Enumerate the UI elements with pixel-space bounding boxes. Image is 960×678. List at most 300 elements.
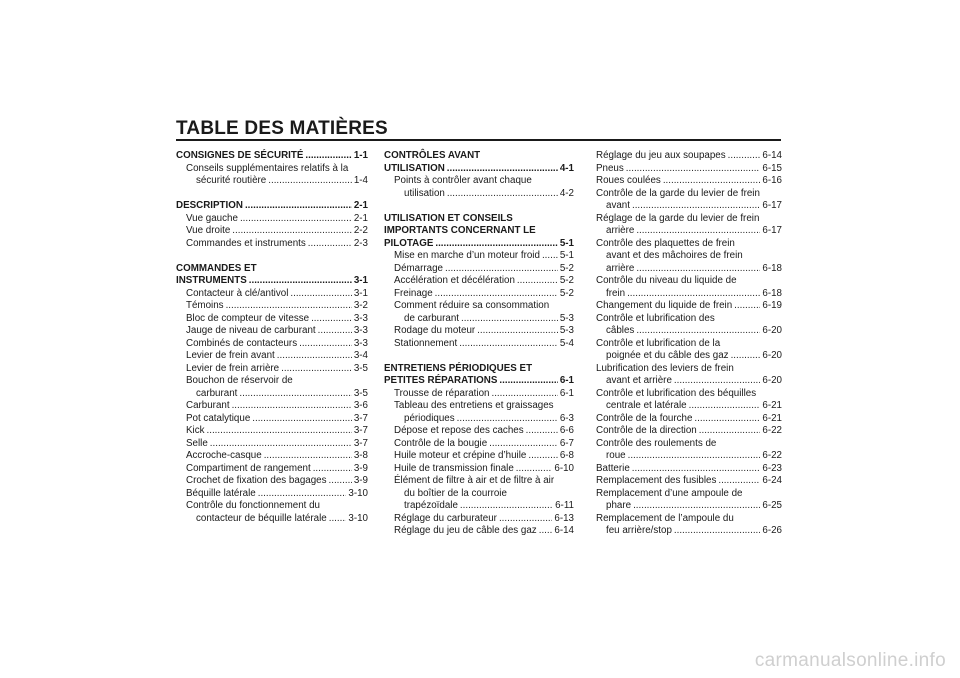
toc-entry	[176, 350, 368, 363]
toc-page-number: 6-23	[762, 462, 782, 474]
toc-leader-dots	[277, 350, 352, 363]
toc-entry	[384, 275, 574, 288]
toc-leader-dots	[281, 363, 352, 376]
toc-section-heading	[384, 213, 574, 226]
toc-page-number: 2-3	[353, 237, 368, 249]
toc-page-number: 2-1	[353, 212, 368, 224]
toc-entry	[596, 313, 782, 326]
toc-leader-dots	[459, 338, 558, 351]
toc-entry	[176, 388, 368, 401]
toc-section-heading	[384, 238, 574, 251]
toc-entry	[596, 475, 782, 488]
toc-section-heading	[384, 150, 574, 163]
toc-leader-dots	[268, 175, 352, 188]
toc-leader-dots	[329, 475, 352, 488]
toc-spacer	[176, 250, 368, 263]
toc-entry-text: Bouchon de réservoir de	[186, 375, 293, 386]
toc-entry-text: Contrôle des roulements de	[596, 437, 717, 449]
toc-entry	[596, 300, 782, 313]
toc-leader-dots	[636, 263, 760, 276]
toc-page-number: 6-3	[559, 412, 574, 424]
toc-entry	[384, 463, 574, 476]
toc-entry-text: Contrôle du fonctionnement du	[186, 500, 320, 511]
toc-leader-dots	[477, 325, 558, 338]
toc-entry-text: Levier de frein avant	[186, 350, 275, 361]
toc-leader-dots	[305, 150, 351, 163]
toc-entry	[176, 438, 368, 451]
toc-page-number: 6-20	[762, 325, 782, 336]
toc-leader-dots	[491, 388, 557, 401]
toc-entry-text: Contrôle et lubrification des	[596, 312, 715, 324]
toc-page-number: 6-10	[554, 462, 574, 474]
toc-page-number: 3-1	[353, 287, 368, 299]
toc-entry-text: Démarrage	[394, 262, 444, 274]
toc-leader-dots	[542, 250, 558, 263]
toc-entry	[384, 300, 574, 313]
toc-page-number: 5-1	[559, 237, 574, 249]
toc-leader-dots	[435, 238, 557, 251]
toc-entry	[384, 250, 574, 263]
toc-entry-text: PETITES RÉPARATIONS	[384, 375, 498, 386]
toc-entry-text: CONSIGNES DE SÉCURITÉ	[176, 150, 304, 161]
toc-entry-text: trapézoïdale	[404, 500, 458, 511]
toc-leader-dots	[460, 500, 553, 513]
toc-entry-text: PILOTAGE	[384, 237, 434, 249]
toc-entry	[596, 250, 782, 263]
toc-entry-text: carburant	[196, 387, 238, 399]
toc-leader-dots	[226, 300, 352, 313]
toc-leader-dots	[731, 350, 761, 363]
toc-entry	[596, 350, 782, 363]
toc-leader-dots	[734, 300, 760, 313]
toc-entry-text: Freinage	[394, 287, 433, 299]
toc-leader-dots	[499, 513, 552, 526]
toc-page-number: 6-14	[554, 525, 574, 536]
toc-entry-text: Contrôle de la direction	[596, 425, 697, 436]
toc-section-heading	[176, 150, 368, 163]
toc-entry	[176, 238, 368, 251]
toc-page-number: 5-3	[559, 312, 574, 324]
toc-entry-text: feu arrière/stop	[606, 525, 672, 536]
toc-leader-dots	[447, 188, 558, 201]
toc-entry	[596, 163, 782, 176]
toc-entry-text: Pot catalytique	[186, 412, 251, 424]
toc-leader-dots	[252, 413, 352, 426]
toc-entry	[176, 500, 368, 513]
toc-entry	[596, 375, 782, 388]
toc-page-number: 3-7	[353, 412, 368, 424]
toc-page-number: 6-24	[762, 475, 782, 486]
toc-entry-text: Vue droite	[186, 225, 231, 236]
toc-entry	[596, 425, 782, 438]
toc-entry	[596, 213, 782, 226]
toc-page-number: 6-1	[559, 375, 574, 386]
toc-entry-text: Trousse de réparation	[394, 387, 490, 399]
toc-entry-text: Kick	[186, 425, 205, 436]
toc-page-number: 6-17	[762, 225, 782, 236]
toc-entry-text: poignée et du câble des gaz	[606, 350, 729, 361]
toc-entry	[596, 525, 782, 538]
toc-column-1	[176, 150, 368, 525]
toc-entry-text: ENTRETIENS PÉRIODIQUES ET	[384, 362, 533, 374]
toc-entry-text: Jauge de niveau de carburant	[186, 325, 316, 336]
title-rule	[176, 139, 781, 141]
toc-entry	[384, 513, 574, 526]
toc-entry	[384, 413, 574, 426]
toc-entry	[596, 413, 782, 426]
toc-page-number: 6-6	[559, 425, 574, 436]
toc-entry-text: contacteur de béquille latérale	[196, 512, 327, 524]
toc-leader-dots	[699, 425, 761, 438]
toc-entry-text: Bloc de compteur de vitesse	[186, 312, 310, 324]
toc-entry	[596, 225, 782, 238]
toc-entry-text: Contrôle de la bougie	[394, 437, 488, 449]
toc-page-number: 3-3	[353, 312, 368, 324]
toc-entry	[176, 213, 368, 226]
toc-entry	[596, 463, 782, 476]
toc-leader-dots	[207, 425, 352, 438]
toc-leader-dots	[516, 463, 553, 476]
toc-leader-dots	[308, 238, 352, 251]
toc-entry	[596, 450, 782, 463]
toc-entry-text: Roues coulées	[596, 175, 661, 186]
toc-entry	[384, 338, 574, 351]
toc-leader-dots	[674, 525, 761, 538]
toc-entry	[596, 175, 782, 188]
toc-page-number: 3-9	[353, 462, 368, 474]
toc-entry	[176, 225, 368, 238]
toc-page-number: 3-8	[353, 450, 368, 461]
toc-page-number: 6-14	[762, 150, 782, 161]
toc-entry	[384, 188, 574, 201]
toc-entry-text: UTILISATION	[384, 162, 445, 174]
toc-page-number: 6-18	[762, 262, 782, 274]
toc-entry-text: Réglage de la garde du levier de frein	[596, 212, 760, 224]
toc-entry-text: Batterie	[596, 462, 630, 474]
toc-entry-text: centrale et latérale	[606, 400, 687, 411]
toc-page-number: 3-6	[353, 400, 368, 411]
toc-leader-dots	[526, 425, 558, 438]
toc-entry	[176, 488, 368, 501]
toc-page-number: 6-18	[762, 287, 782, 299]
toc-entry-text: Accroche-casque	[186, 450, 262, 461]
toc-entry	[176, 375, 368, 388]
toc-leader-dots	[539, 525, 553, 538]
toc-entry-text: arrière	[606, 225, 635, 236]
toc-page-number: 5-2	[559, 287, 574, 299]
toc-entry	[176, 163, 368, 176]
toc-leader-dots	[528, 450, 557, 463]
toc-entry-text: Contacteur à clé/antivol	[186, 287, 289, 299]
toc-entry-text: Remplacement de l’ampoule du	[596, 512, 734, 524]
toc-entry-text: Crochet de fixation des bagages	[186, 475, 327, 486]
toc-entry-text: arrière	[606, 262, 635, 274]
toc-page-number: 3-5	[353, 362, 368, 374]
toc-entry	[384, 325, 574, 338]
toc-entry-text: Combinés de contacteurs	[186, 337, 298, 349]
toc-leader-dots	[489, 438, 558, 451]
toc-page-number: 1-1	[353, 150, 368, 161]
toc-entry-text: câbles	[606, 325, 635, 336]
toc-entry-text: Comment réduire sa consommation	[394, 300, 550, 311]
toc-page-number: 6-8	[559, 450, 574, 461]
toc-entry	[176, 300, 368, 313]
toc-entry-text: IMPORTANTS CONCERNANT LE	[384, 225, 536, 236]
toc-entry	[176, 425, 368, 438]
toc-page-number: 2-2	[353, 225, 368, 236]
toc-page-number: 6-13	[554, 512, 574, 524]
toc-entry	[176, 325, 368, 338]
toc-entry	[596, 338, 782, 351]
toc-entry-text: Contrôle de la garde du levier de frein	[596, 187, 760, 199]
toc-entry	[176, 413, 368, 426]
toc-leader-dots	[311, 313, 352, 326]
toc-entry-text: Stationnement	[394, 337, 458, 349]
toc-page-number: 6-22	[762, 425, 782, 436]
toc-page-number: 6-11	[555, 500, 574, 511]
toc-leader-dots	[728, 150, 761, 163]
toc-entry	[176, 475, 368, 488]
page-title: TABLE DES MATIÈRES	[176, 118, 388, 139]
toc-entry-text: CONTRÔLES AVANT	[384, 150, 481, 161]
toc-entry-text: Élément de filtre à air et de filtre à air	[394, 475, 555, 486]
toc-entry-text: Béquille latérale	[186, 487, 256, 499]
toc-page-number: 6-21	[762, 412, 782, 424]
toc-leader-dots	[210, 438, 352, 451]
toc-entry	[384, 263, 574, 276]
toc-entry-text: Réglage du jeu aux soupapes	[596, 150, 726, 161]
toc-page-number: 3-9	[353, 475, 368, 486]
toc-page-number: 6-20	[762, 375, 782, 386]
toc-entry	[596, 363, 782, 376]
toc-leader-dots	[445, 263, 558, 276]
toc-page-number: 3-7	[353, 437, 368, 449]
toc-entry	[596, 400, 782, 413]
toc-leader-dots	[626, 163, 761, 176]
toc-entry-text: Pneus	[596, 162, 624, 174]
toc-entry	[384, 525, 574, 538]
toc-entry	[176, 288, 368, 301]
toc-entry-text: COMMANDES ET	[176, 262, 257, 274]
toc-entry	[176, 463, 368, 476]
toc-entry	[176, 175, 368, 188]
toc-leader-dots	[232, 225, 352, 238]
toc-entry	[384, 488, 574, 501]
toc-leader-dots	[240, 213, 352, 226]
toc-entry-text: de carburant	[404, 312, 460, 324]
toc-page-number: 6-20	[762, 350, 782, 361]
toc-entry-text: Mise en marche d’un moteur froid	[394, 250, 540, 261]
toc-leader-dots	[636, 225, 760, 238]
toc-entry	[596, 500, 782, 513]
toc-page-number: 4-1	[559, 162, 574, 174]
toc-entry	[596, 263, 782, 276]
toc-page-number: 6-21	[762, 400, 782, 411]
toc-page-number: 6-17	[762, 200, 782, 211]
toc-entry-text: Réglage du jeu de câble des gaz	[394, 525, 537, 536]
toc-entry	[596, 513, 782, 526]
toc-section-heading	[384, 163, 574, 176]
toc-column-2	[384, 150, 574, 538]
toc-leader-dots	[249, 275, 352, 288]
toc-entry-text: Dépose et repose des caches	[394, 425, 524, 436]
toc-leader-dots	[674, 375, 761, 388]
toc-entry	[596, 325, 782, 338]
toc-entry	[176, 338, 368, 351]
toc-page-number: 3-4	[353, 350, 368, 361]
toc-leader-dots	[517, 275, 558, 288]
toc-entry	[596, 238, 782, 251]
toc-entry-text: Selle	[186, 437, 208, 449]
toc-column-3	[596, 150, 782, 538]
toc-section-heading	[384, 363, 574, 376]
toc-entry-text: Tableau des entretiens et graissages	[394, 400, 554, 411]
toc-entry	[596, 388, 782, 401]
toc-page-number: 5-3	[559, 325, 574, 336]
toc-leader-dots	[435, 288, 558, 301]
toc-entry-text: frein	[606, 287, 626, 299]
toc-entry-text: avant et des mâchoires de frein	[606, 250, 743, 261]
toc-entry-text: Témoins	[186, 300, 224, 311]
toc-page-number: 6-22	[762, 450, 782, 461]
toc-entry	[176, 450, 368, 463]
toc-entry	[596, 438, 782, 451]
toc-leader-dots	[718, 475, 760, 488]
toc-entry-text: Changement du liquide de frein	[596, 300, 733, 311]
toc-entry-text: Accélération et décélération	[394, 275, 515, 286]
toc-entry	[384, 175, 574, 188]
toc-entry-text: Rodage du moteur	[394, 325, 476, 336]
toc-section-heading	[384, 375, 574, 388]
toc-entry	[384, 400, 574, 413]
toc-entry-text: Points à contrôler avant chaque	[394, 175, 532, 186]
toc-entry	[176, 313, 368, 326]
toc-leader-dots	[499, 375, 557, 388]
toc-page-number: 6-7	[559, 437, 574, 449]
toc-leader-dots	[447, 163, 558, 176]
toc-entry-text: roue	[606, 450, 626, 461]
toc-entry-text: Contrôle des plaquettes de frein	[596, 237, 735, 249]
toc-leader-dots	[632, 200, 760, 213]
toc-entry-text: Lubrification des leviers de frein	[596, 362, 734, 374]
toc-page-number: 6-25	[762, 500, 782, 511]
toc-section-heading	[176, 200, 368, 213]
toc-leader-dots	[245, 200, 352, 213]
toc-leader-dots	[258, 488, 347, 501]
toc-entry-text: avant et arrière	[606, 375, 672, 386]
toc-page-number: 3-7	[353, 425, 368, 436]
toc-entry-text: Contrôle de la fourche	[596, 412, 693, 424]
toc-entry-text: avant	[606, 200, 630, 211]
toc-entry-text: Contrôle et lubrification de la	[596, 337, 721, 349]
toc-page-number: 3-5	[353, 387, 368, 399]
toc-page-number: 3-3	[353, 325, 368, 336]
toc-page-number: 5-2	[559, 275, 574, 286]
toc-entry-text: du boîtier de la courroie	[404, 487, 507, 499]
toc-page-number: 5-1	[559, 250, 574, 261]
toc-entry-text: sécurité routière	[196, 175, 267, 186]
toc-page-number: 6-26	[762, 525, 782, 536]
toc-entry	[384, 425, 574, 438]
toc-entry-text: Réglage du carburateur	[394, 512, 497, 524]
toc-spacer	[384, 200, 574, 213]
toc-entry-text: Levier de frein arrière	[186, 362, 280, 374]
toc-page-number: 6-16	[762, 175, 782, 186]
toc-page-number: 5-2	[559, 262, 574, 274]
toc-section-heading	[176, 275, 368, 288]
toc-entry-text: UTILISATION ET CONSEILS	[384, 212, 513, 224]
toc-entry-text: Contrôle et lubrification des béquilles	[596, 387, 757, 399]
toc-entry-text: phare	[606, 500, 632, 511]
toc-leader-dots	[318, 325, 352, 338]
toc-entry	[596, 288, 782, 301]
toc-entry-text: utilisation	[404, 187, 445, 199]
toc-entry	[384, 388, 574, 401]
toc-page-number: 6-1	[559, 387, 574, 399]
toc-entry	[384, 288, 574, 301]
toc-leader-dots	[329, 513, 347, 526]
toc-leader-dots	[313, 463, 352, 476]
toc-section-heading	[384, 225, 574, 238]
toc-page-number: 1-4	[353, 175, 368, 186]
toc-entry	[596, 150, 782, 163]
toc-leader-dots	[663, 175, 761, 188]
toc-leader-dots	[461, 313, 558, 326]
toc-entry-text: périodiques	[404, 412, 455, 424]
toc-leader-dots	[628, 450, 761, 463]
toc-spacer	[176, 188, 368, 201]
toc-entry	[596, 200, 782, 213]
toc-leader-dots	[232, 400, 352, 413]
toc-leader-dots	[264, 450, 352, 463]
toc-entry-text: Contrôle du niveau du liquide de	[596, 275, 737, 286]
toc-entry	[384, 475, 574, 488]
toc-entry-text: Huile de transmission finale	[394, 462, 514, 474]
toc-leader-dots	[689, 400, 761, 413]
toc-entry	[176, 400, 368, 413]
toc-entry	[176, 363, 368, 376]
toc-entry	[596, 275, 782, 288]
toc-page-number: 3-3	[353, 337, 368, 349]
toc-leader-dots	[633, 500, 760, 513]
toc-entry-text: INSTRUMENTS	[176, 275, 247, 286]
toc-page-number: 6-15	[762, 162, 782, 174]
toc-entry-text: Carburant	[186, 400, 230, 411]
toc-page-number: 3-1	[353, 275, 368, 286]
toc-entry-text: Commandes et instruments	[186, 237, 306, 249]
toc-leader-dots	[636, 325, 760, 338]
toc-leader-dots	[627, 288, 760, 301]
toc-entry-text: DESCRIPTION	[176, 200, 243, 211]
toc-entry	[596, 488, 782, 501]
toc-entry-text: Compartiment de rangement	[186, 462, 311, 474]
toc-entry	[384, 438, 574, 451]
toc-section-heading	[176, 263, 368, 276]
watermark: carmanualsonline.info	[754, 650, 946, 671]
toc-page-number: 2-1	[353, 200, 368, 211]
toc-page-number: 3-10	[348, 487, 368, 499]
toc-entry	[384, 500, 574, 513]
toc-entry	[384, 313, 574, 326]
toc-page-number: 3-2	[353, 300, 368, 311]
toc-leader-dots	[239, 388, 351, 401]
toc-entry	[176, 513, 368, 526]
toc-leader-dots	[299, 338, 352, 351]
toc-entry-text: Conseils supplémentaires relatifs à la	[186, 162, 349, 174]
toc-spacer	[384, 350, 574, 363]
toc-entry-text: Remplacement d’une ampoule de	[596, 487, 743, 499]
toc-entry-text: Huile moteur et crépine d’huile	[394, 450, 527, 461]
